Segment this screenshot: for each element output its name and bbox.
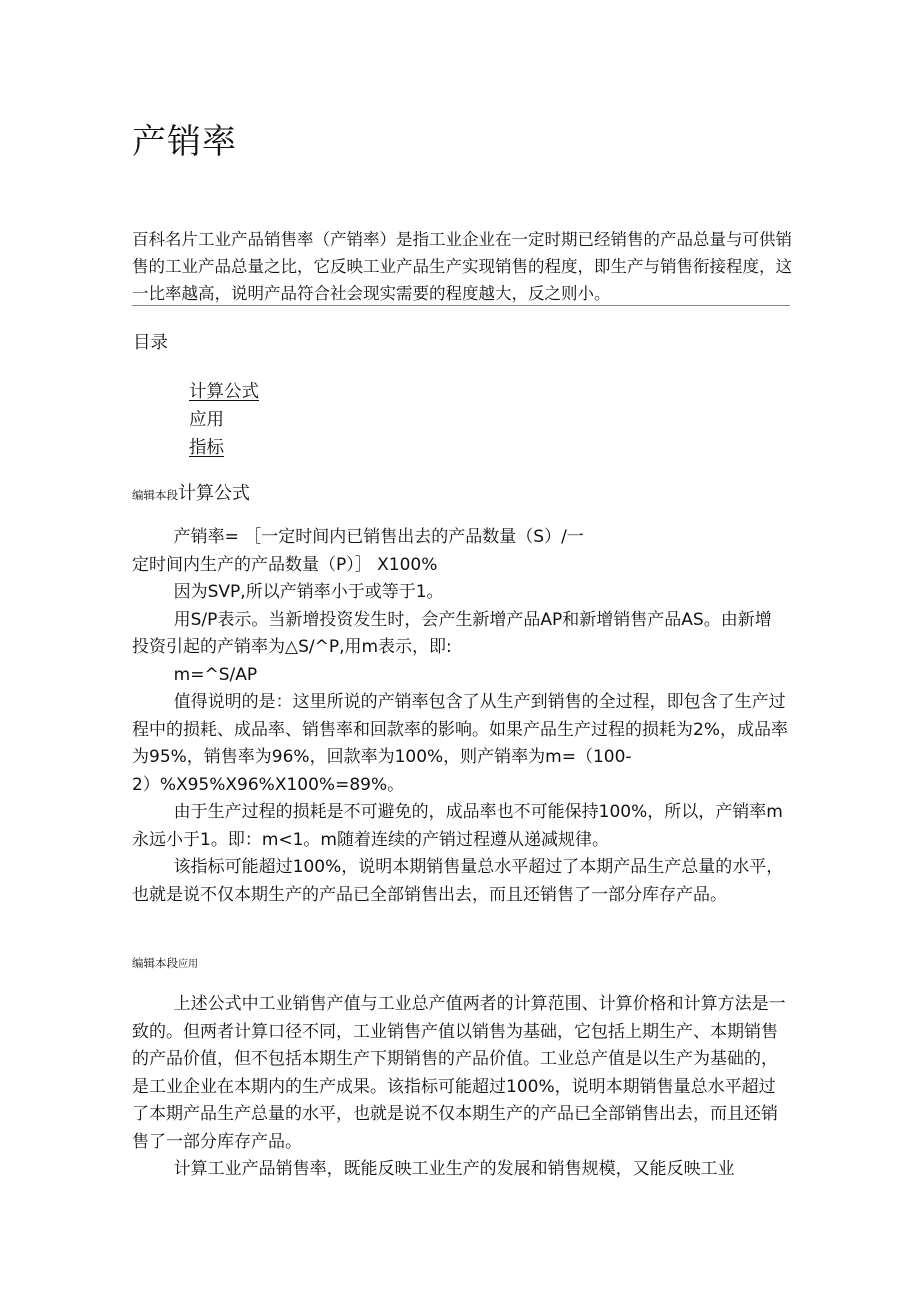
section-formula-body [132,524,788,909]
paragraph: 计算工业产品销售率，既能反映工业生产的发展和销售规模，又能反映工业 [173,1159,735,1179]
formula-line-2: 定时间内生产的产品数量（P）］ X100% [132,554,438,575]
formula-m: m=^S/AP [173,664,258,685]
edit-section-link[interactable]: 编辑本段 [132,488,178,502]
formula-line-1: 产销率= ［一定时间内已销售出去的产品数量（S）/一 [173,527,584,547]
divider [132,305,790,306]
table-of-contents [189,378,259,462]
section-heading-formula [132,479,250,505]
section-title: 计算公式 [178,483,250,504]
toc-item-indicator[interactable]: 指标 [189,438,224,458]
toc-item-formula[interactable]: 计算公式 [189,382,259,402]
paragraph: 由于生产过程的损耗是不可避免的，成品率也不可能保持100%，所以，产销率m永远小于1。即：m<1。m随着连续的产销过程遵从递减规律。 [132,802,783,850]
page-title: 产销率 [132,122,237,162]
toc-item-application[interactable]: 应用 [189,410,224,430]
section-heading-application [132,952,198,971]
toc-title: 目录 [133,333,168,353]
paragraph: 因为SVP,所以产销率小于或等于1。 [173,582,444,602]
paragraph: 该指标可能超过100%，说明本期销售量总水平超过了本期产品生产总量的水平，也就是说不仅本期生产的产品已全部销售出去，而且还销售了一部分库存产品。 [132,857,784,905]
intro-paragraph: 百科名片工业产品销售率（产销率）是指工业企业在一定时期已经销售的产品总量与可供销售的工业产品总量之比，它反映工业产品生产实现销售的程度，即生产与销售衔接程度，这一比率越高，说明产品符合社会现实需要的程度越大，反之则小。 [132,230,792,303]
paragraph: 用S/P表示。当新增投资发生时，会产生新增产品AP和新增销售产品AS。由新增投资引起的产销率为△S/^P,用m表示，即: [132,609,772,657]
section-title: 应用 [178,959,198,970]
edit-section-link[interactable]: 编辑本段 [132,956,178,970]
section-application-body [132,991,788,1184]
paragraph: 值得说明的是：这里所说的产销率包含了从生产到销售的全过程，即包含了生产过程中的损耗、成品率、销售率和回款率的影响。如果产品生产过程的损耗为2%，成品率为95%，销售率为96%，回款率为100%，则产销率为m=（100-2）%X95%X96%X100%=89%。 [132,692,788,795]
paragraph: 上述公式中工业销售产值与工业总产值两者的计算范围、计算价格和计算方法是一致的。但两者计算口径不同，工业销售产值以销售为基础，它包括上期生产、本期销售的产品价值，但不包括本期生产下期销售的产品价值。工业总产值是以生产为基础的，是工业企业在本期内的生产成果。该指标可能超过100%，说明本期销售量总水平超过了本期产品生产总量的水平，也就是说不仅本期生产的产品已全部销售出去，而且还销售了一部分库存产品。 [132,994,786,1152]
